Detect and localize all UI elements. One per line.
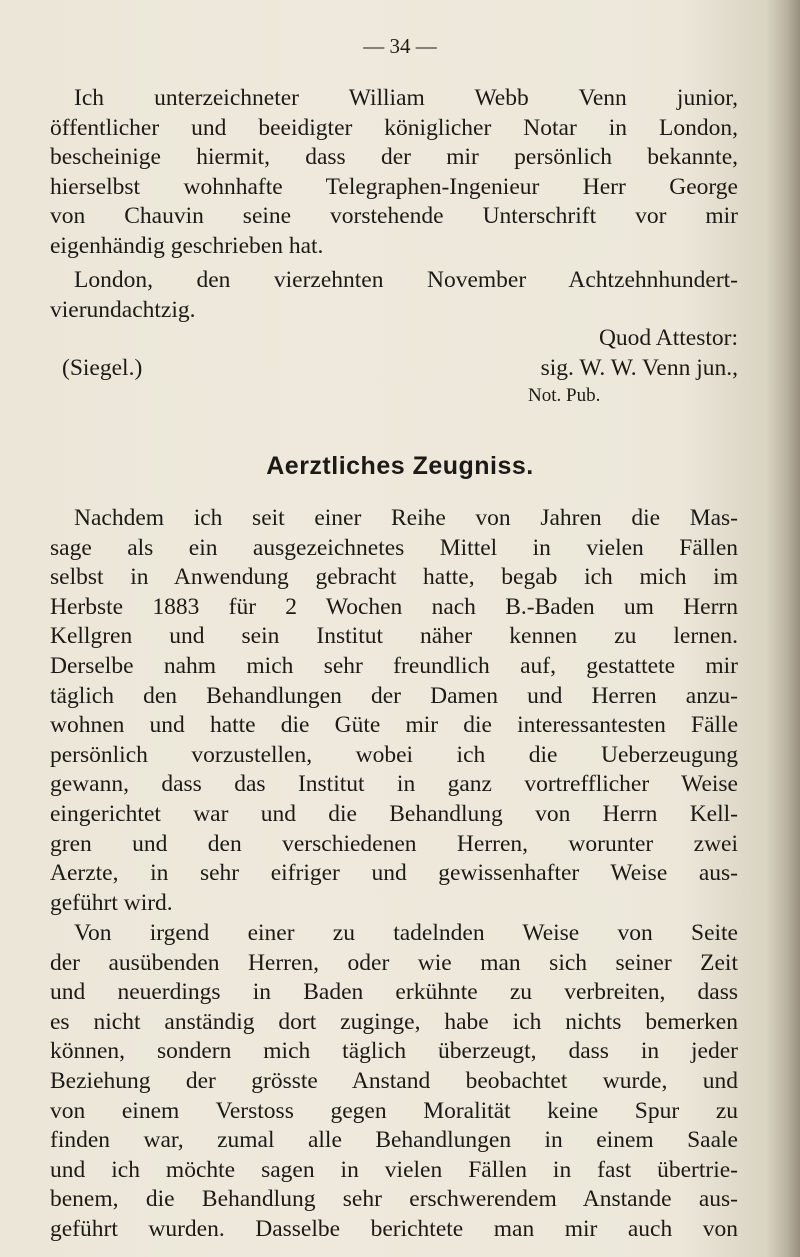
text-line: können, sondern mich täglich überzeugt, dass in jeder [50,1038,738,1065]
text-line: geführt wurden. Dasselbe berichtete man mir auch von [50,1215,738,1242]
text-line: der ausübenden Herren, oder wie man sich seiner Zeit [50,949,738,976]
text-line: und ich möchte sagen in vielen Fällen in fast übertrie- [50,1156,738,1183]
text-line: Nachdem ich seit einer Reihe von Jahren die Mas- [74,505,738,531]
section-title: Aerztliches Zeugniss. [266,452,534,480]
text-line: finden war, zumal alle Behandlungen in einem Saale [50,1127,738,1154]
text-line: selbst in Anwendung gebracht hatte, begab ich mich im [50,564,738,591]
text-line: geführt wird. [50,889,173,916]
text-line: Derselbe nahm mich sehr freundlich auf, gestattete mir [50,652,738,679]
text-line: es nicht anständig dort zuginge, habe ich nichts bemerken [50,1008,738,1035]
text-line: Herbste 1883 für 2 Wochen nach B.-Baden um Herrn [50,593,738,620]
page-number: — 34 — [363,34,437,58]
notary-paragraph-1 [50,84,738,262]
text-line: täglich den Behandlungen der Damen und Herren anzu- [50,682,738,709]
signature-text: sig. W. W. Venn jun., [540,355,738,381]
text-line: hierselbst wohnhafte Telegraphen-Ingenieur Herr George [50,173,738,200]
text-line: London, den vierzehnten November Achtzehnhundert- [74,267,738,293]
text-line: eingerichtet war und die Behandlung von Herrn Kell- [50,800,738,827]
text-line: Von irgend einer zu tadelnden Weise von Seite [74,920,738,946]
text-line: eigenhändig geschrieben hat. [50,232,324,259]
text-line: von einem Verstoss gegen Moralität keine Spur zu [50,1097,738,1124]
certificate-paragraph-1 [50,504,738,918]
notary-paragraph-2 [50,266,738,325]
page-edge-shadow [766,0,800,1257]
signature-title: Not. Pub. [528,385,601,406]
seal-text: (Siegel.) [62,355,143,381]
text-line: und neuerdings in Baden erkühnte zu verbreiten, dass [50,979,738,1006]
text-line: gren und den verschiedenen Herren, worunter zwei [50,830,738,857]
text-line: von Chauvin seine vorstehende Unterschrift vor mir [50,203,738,230]
text-line: sage als ein ausgezeichnetes Mittel in vielen Fällen [50,534,738,561]
text-line: vierundachtzig. [50,296,196,323]
text-line: Aerzte, in sehr eifriger und gewissenhafter Weise aus- [50,860,738,887]
text-line: bescheinige hiermit, dass der mir persönlich bekannte, [50,144,738,171]
text-line: Beziehung der grösste Anstand beobachtet wurde, und [50,1067,738,1094]
certificate-paragraph-2 [50,919,738,1245]
text-line: persönlich vorzustellen, wobei ich die Ueberzeugung [50,741,738,768]
text-line: wohnen und hatte die Güte mir die interessantesten Fälle [50,712,738,739]
text-line: Ich unterzeichneter William Webb Venn junior, [74,85,738,111]
text-line: Kellgren und sein Institut näher kennen zu lernen. [50,623,738,650]
text-line: benem, die Behandlung sehr erschwerendem Anstande aus- [50,1186,738,1213]
text-line: öffentlicher und beeidigter königlicher Notar in London, [50,114,738,141]
text-line: gewann, dass das Institut in ganz vortrefflicher Weise [50,771,738,798]
attest-label: Quod Attestor: [598,325,738,351]
